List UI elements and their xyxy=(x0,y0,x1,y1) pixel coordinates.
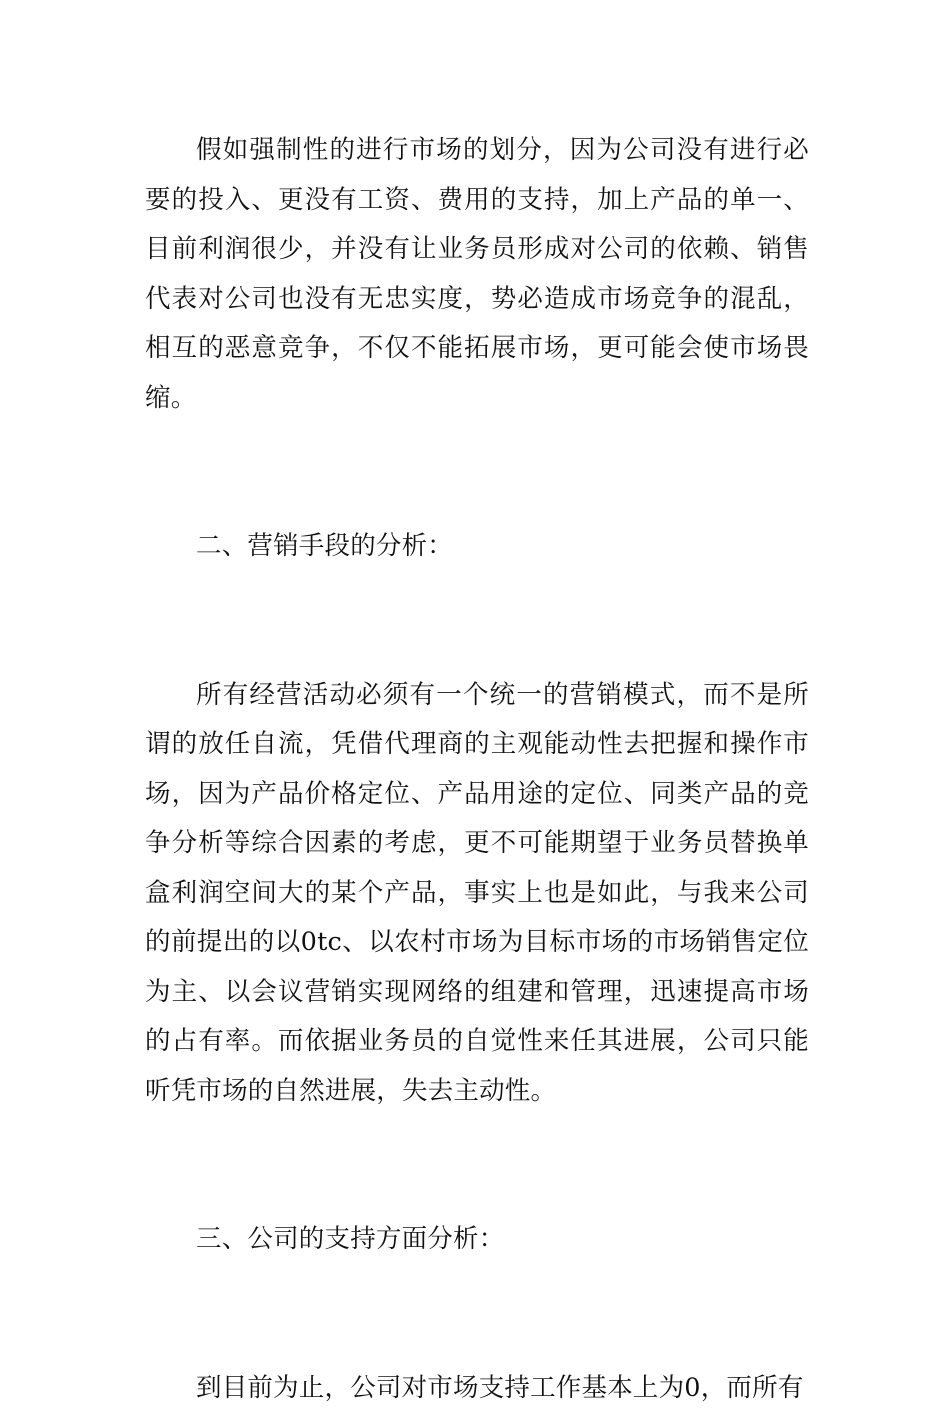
paragraph-market-division: 假如强制性的进行市场的划分，因为公司没有进行必要的投入、更没有工资、费用的支持，加上产品的单一、目前利润很少，并没有让业务员形成对公司的依赖、销售代表对公司也没有无忠实度，势必造成市场竞争的混乱，相互的恶意竞争，不仅不能拓展市场，更可能会使市场畏缩。 xyxy=(145,126,809,423)
paragraph-spacer xyxy=(145,572,809,671)
document-body xyxy=(145,126,809,1413)
paragraph-company-support: 到目前为止，公司对市场支持工作基本上为0，而所有 xyxy=(145,1364,809,1413)
section-heading-marketing-means: 二、营销手段的分析： xyxy=(145,522,809,572)
paragraph-spacer xyxy=(145,1265,809,1364)
section-heading-company-support: 三、公司的支持方面分析： xyxy=(145,1215,809,1265)
paragraph-spacer xyxy=(145,1116,809,1215)
paragraph-spacer xyxy=(145,423,809,522)
paragraph-marketing-analysis: 所有经营活动必须有一个统一的营销模式，而不是所谓的放任自流，凭借代理商的主观能动性去把握和操作市场，因为产品价格定位、产品用途的定位、同类产品的竞争分析等综合因素的考虑，更不可能期望于业务员替换单盒利润空间大的某个产品，事实上也是如此，与我来公司的前提出的以0tc、以农村市场为目标市场的市场销售定位为主、以会议营销实现网络的组建和管理，迅速提高市场的占有率。而依据业务员的自觉性来任其进展，公司只能听凭市场的自然进展，失去主动性。 xyxy=(145,671,809,1117)
